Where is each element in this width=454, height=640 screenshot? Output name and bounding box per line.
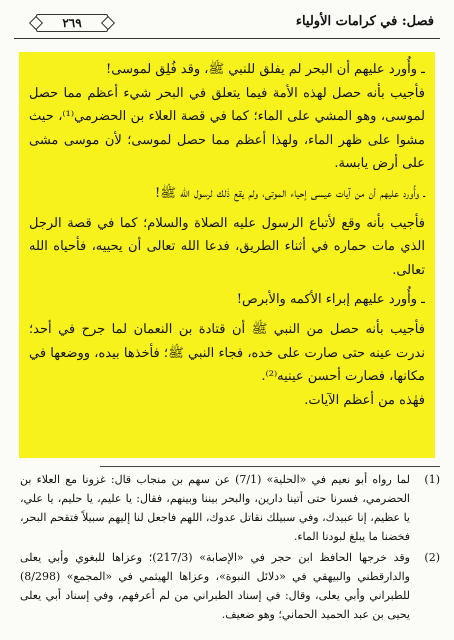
footnote-number: (2) [424, 551, 440, 564]
footnote-text: لما رواه أبو نعيم في «الحلية» (7/1) عن سهم بن منجاب قال: غزونا مع العلاء بن الحضرمي، فسرنا حتى أتينا دارين، والبحر بيننا وبينهم، فقال: يا عليم، يا حليم، يا علي، يا عظيم، إنا عبيدك، وفي سبيلك نقاتل عدوك، اللهم فاجعل لنا إليهم سبيلاً فتقحم البحر، فخضنا ما يبلغ لبودنا الماء. [20, 473, 410, 543]
footnotes [20, 470, 440, 624]
header-divider [14, 38, 440, 39]
paragraph-answer-resurrection: فأجيب بأنه وقع لأتباع الرسول عليه الصلاة والسلام؛ كما في قصة الرجل الذي مات حماره في أثناء الطريق، فدعا الله تعالى أن يحييه، فأحياه الله تعالى. [29, 215, 425, 278]
paragraph-conclusion: فهٰذه من أعظم الآيات. [304, 392, 425, 408]
page-header [14, 10, 440, 36]
footnote-divider [100, 466, 440, 467]
paragraph-objection-healing: ـ وأُورد عليهم إبراء الأكمه والأبرص! [236, 292, 425, 308]
highlighted-passage [19, 52, 435, 458]
paragraph-answer-sea: فأجيب بأنه حصل لهذه الأمة فيما يتعلق في البحر شيء أعظم مما حصل لموسى، وهو المشي على الماء؛ كما في قصة العلاء بن الحضرمي⁽¹⁾، حيث مشوا على ظهر الماء، ولهذا أعظم مما حصل لموسى؛ لأن موسى مشى على أرض يابسة. [29, 85, 425, 172]
footnote-number: (1) [424, 473, 440, 486]
paragraph-answer-healing: فأجيب بأنه حصل من النبي ﷺ أن قتادة بن النعمان لما جرح في أحد؛ ندرت عينه حتى صارت على خده، فجاء النبي ﷺ؛ فأخذها بيده، ووضعها في مكانها، فصارت أحسن عينيه⁽²⁾. [29, 321, 425, 385]
page-number: ٢٦٩ [36, 14, 108, 32]
footnote-1 [20, 470, 440, 546]
paragraph-objection-sea: ـ وأُورد عليهم أن البحر لم يفلق للنبي ﷺ، وقد فُلِق لموسى! [106, 62, 425, 77]
footnote-text: وقد خرجها الحافظ ابن حجر في «الإصابة» (217/3)؛ وعزاها للبغوي وأبي يعلى والدارقطني والبيهقي في «دلائل النبوة»، وعزاها الهيثمي في «المجمع» (8/298) للطبراني وأبي يعلى، وقال: في إسناد الطبراني من لم أعرفهم، وفي إسناد أبي يعلى يحيى بن عبد الحميد الحماني؛ وهو ضعيف. [20, 551, 410, 621]
paragraph-objection-resurrection: ـ وأُورد عليهم أن من آيات عيسى إحياء الموتى، ولم يقع ذٰلك لرسول الله ﷺ! [155, 185, 425, 201]
chapter-title: فصل: في كرامات الأولياء [295, 14, 434, 29]
footnote-2 [20, 548, 440, 624]
